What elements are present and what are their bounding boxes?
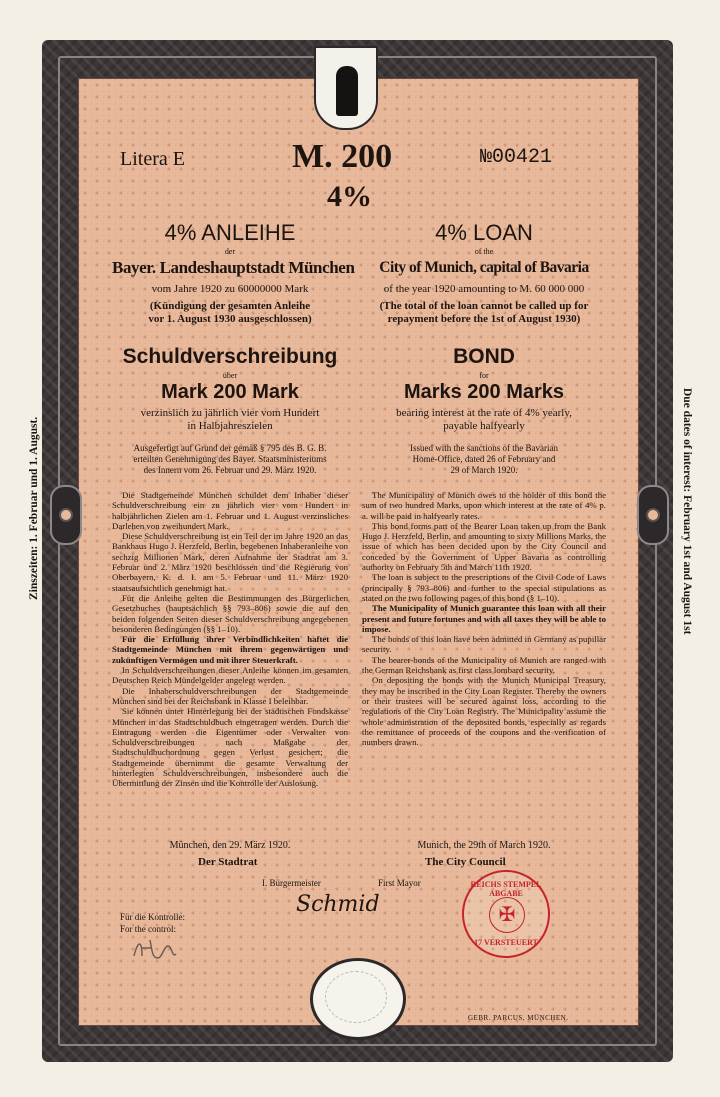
amount-heading: M. 200 — [292, 138, 393, 175]
en-mayor: First Mayor — [378, 878, 421, 888]
printer-imprint: GEBR. PARCUS, MÜNCHEN. — [468, 1014, 569, 1022]
de-council: Der Stadtrat — [198, 856, 258, 868]
de-bond-title: Schuldverschreibung — [122, 345, 338, 368]
en-paragraph: The Municipality of Munich guarantee this loan with all their present and future fortunes and with all taxes they will be able to impose. — [362, 603, 606, 634]
en-paragraph: The loan is subject to the prescriptions of the Civil Code of Laws (principally § 793–806) and further to the special stipulations as stated on the two following pages of this bond (§ 1–10). — [362, 572, 606, 603]
de-interest-1: verzinslich zu jährlich vier vom Hundert — [140, 407, 320, 419]
en-for: for — [479, 371, 489, 380]
en-issuer: City of Munich, capital of Bavaria — [379, 259, 589, 276]
de-control: Für die Kontrolle: — [120, 912, 185, 922]
en-notice-1: (The total of the loan cannot be called up for — [379, 300, 589, 312]
stamp-value: 17 — [474, 938, 483, 947]
en-paragraph: The Municipality of Munich owes to the holder of this bond the sum of two hundred Marks, upon which interest at the rate of 4% p. a. will be paid in halfyearly rates. — [362, 490, 606, 521]
de-paragraph: Die Inhaberschuldverschreibungen der Stadtgemeinde München sind bei der Reichsbank in Klasse I beleihbar. — [112, 685, 348, 706]
en-notice-2: repayment before the 1st of August 1930) — [387, 313, 581, 325]
en-of-the: of the — [474, 247, 494, 256]
stamp-bottom-label: VERSTEUERT — [483, 938, 538, 947]
en-bond-amount: Marks 200 Marks — [403, 381, 565, 403]
de-paragraph: Sie können unter Hinterlegung bei der städtischen Fondskasse München in das Stadtschuldbuch eingetragen werden. Durch die Eintragung werden die Eigentümer oder Verwalter von Schuldverschreibungen nach Maßgabe der Stadtschuldbuchordnung gegen Verlust gesichert; die Stadtgemeinde übernimmt die gesamte Verwaltung der hinterlegten Schuldverschreibungen, insbesondere auch die Übermittlung der Zinsen und die Kontrolle der Auslosung. — [112, 706, 348, 789]
de-title: 4% ANLEIHE — [164, 220, 296, 245]
de-paragraph: Für die Erfüllung ihrer Verbindlichkeiten haftet die Stadtgemeinde München mit ihrem gegenwärtigen und zukünftigen Vermögen und mit ihrer Steuerkraft. — [112, 634, 348, 665]
en-auth-3: 29 of March 1920. — [450, 465, 518, 475]
de-place-date: München, den 29. März 1920. — [169, 840, 291, 851]
en-control: For the control: — [120, 924, 176, 934]
certificate-number: №00421 — [480, 146, 553, 169]
munich-crest-icon — [314, 46, 378, 130]
de-auth-2: erteilten Genehmigung des Bayer. Staatsministeriums — [133, 454, 327, 464]
seal-inner-ring — [325, 971, 387, 1023]
en-body — [362, 490, 606, 835]
de-interest-2: in Halbjahreszielen — [187, 420, 273, 432]
en-year-line: of the year 1920 amounting to M. 60 000 000 — [383, 283, 585, 295]
de-paragraph: Für die Anleihe gelten die Bestimmungen des Bürgerlichen Gesetzbuches (hauptsächlich §§ 793–806) sowie die auf den beiden folgenden Seiten dieser Schuldverschreibung angegebenen besonderen Bedingungen (§§ 1–10). — [112, 592, 348, 634]
en-paragraph: The bearer-bonds of the Municipality of Munich are ranged with the German Reichsbank as first class lombard security. — [362, 654, 606, 676]
mayor-signature: Schmid — [296, 892, 380, 917]
side-text-left: Zinszeiten: 1. Februar und 1. August. — [28, 416, 40, 600]
dry-seal-icon — [310, 958, 406, 1040]
de-year-line: vom Jahre 1920 zu 60000000 Mark — [151, 283, 309, 295]
en-place-date: Munich, the 29th of March 1920. — [417, 840, 551, 851]
en-auth-1: Issued with the sanctions of the Bavarian — [410, 443, 558, 453]
right-ornament — [637, 485, 669, 545]
de-notice-1: (Kündigung der gesamten Anleihe — [149, 300, 311, 312]
de-issuer: Bayer. Landeshauptstadt München — [112, 258, 355, 277]
de-paragraph: Die Stadtgemeinde München schuldet dem Inhaber dieser Schuldverschreibung ein zu jährlich vier vom Hundert in halbjährlichen Zielen am 1. Februar und 1. August verzinsliches Darlehen von zweihundert Mark. — [112, 490, 348, 531]
en-interest-1: bearing interest at the rate of 4% yearly, — [396, 407, 572, 419]
en-auth-2: Home-Office, dated 26 of February and — [412, 454, 556, 464]
de-notice-2: vor 1. August 1930 ausgeschlossen) — [148, 313, 312, 325]
en-paragraph: On depositing the bonds with the Munich Municipal Treasury, they may be inscribed in the City Loan Register. Thereby the owners or their trustees will be secured against loss, according to the regulations of the City Loan Registry. The Municipality assume the whole administration of the deposited bonds, especially as regards the remittance of proceeds of the coupons and the verification of numbers drawn. — [362, 675, 606, 748]
side-text-right: Due dates of interest: February 1st and August 1st — [681, 388, 693, 635]
en-bond-title: BOND — [453, 345, 515, 368]
en-paragraph: This bond forms part of the Bearer Loan taken up from the Bank Hugo J. Herzfeld, Berlin, and amounting to sixty Millions Marks, the issue of which has been decided upon by the City Council and conceded by the Government of Upper Bavaria as controlling authority on February 5th and March 11th 1920. — [362, 520, 606, 573]
en-title: 4% LOAN — [435, 220, 533, 245]
de-paragraph: Diese Schuldverschreibung ist ein Teil der im Jahre 1920 an das Bankhaus Hugo J. Herzfeld, Berlin, begebenen Inhaberanleihe von sechzig Millionen Mark, deren Aufnahme der Stadtrat am 3. Februar und 2. März 1920 beschlossen und die Regierung von Oberbayern, K. d. I. am 5. Februar und 11. März 1920 staatsaufsichtlich genehmigt hat. — [112, 531, 348, 593]
de-paragraph: In Schuldverschreibungen dieser Anleihe können im gesamten Deutschen Reich Mündelgelder angelegt werden. — [112, 665, 348, 686]
en-council: The City Council — [425, 856, 506, 868]
en-interest-2: payable halfyearly — [443, 420, 525, 432]
de-bond-amount: Mark 200 Mark — [161, 381, 299, 403]
eagle-icon: ✠ — [489, 897, 525, 933]
en-paragraph: The bonds of this loan have been admitted in Germany as pupillar security. — [362, 634, 606, 655]
left-ornament — [50, 485, 82, 545]
interest-rate: 4% — [327, 180, 372, 213]
de-body — [112, 490, 348, 835]
stamp-bottom-text — [468, 938, 544, 947]
de-mayor: I. Bürgermeister — [262, 878, 321, 888]
tax-stamp — [462, 870, 550, 958]
stamp-top-text: REICHS STEMPEL ABGABE — [470, 880, 542, 898]
litera-label: Litera E — [120, 148, 185, 170]
de-auth-1: Ausgefertigt auf Grund der gemäß § 795 des B. G. B. — [133, 443, 327, 453]
de-der: der — [224, 247, 236, 256]
monk-figure-icon — [336, 66, 358, 116]
de-auth-3: des Innern vom 26. Februar und 29. März 1920. — [143, 465, 317, 475]
de-ueber: über — [222, 371, 238, 380]
control-signature-icon — [132, 936, 178, 964]
